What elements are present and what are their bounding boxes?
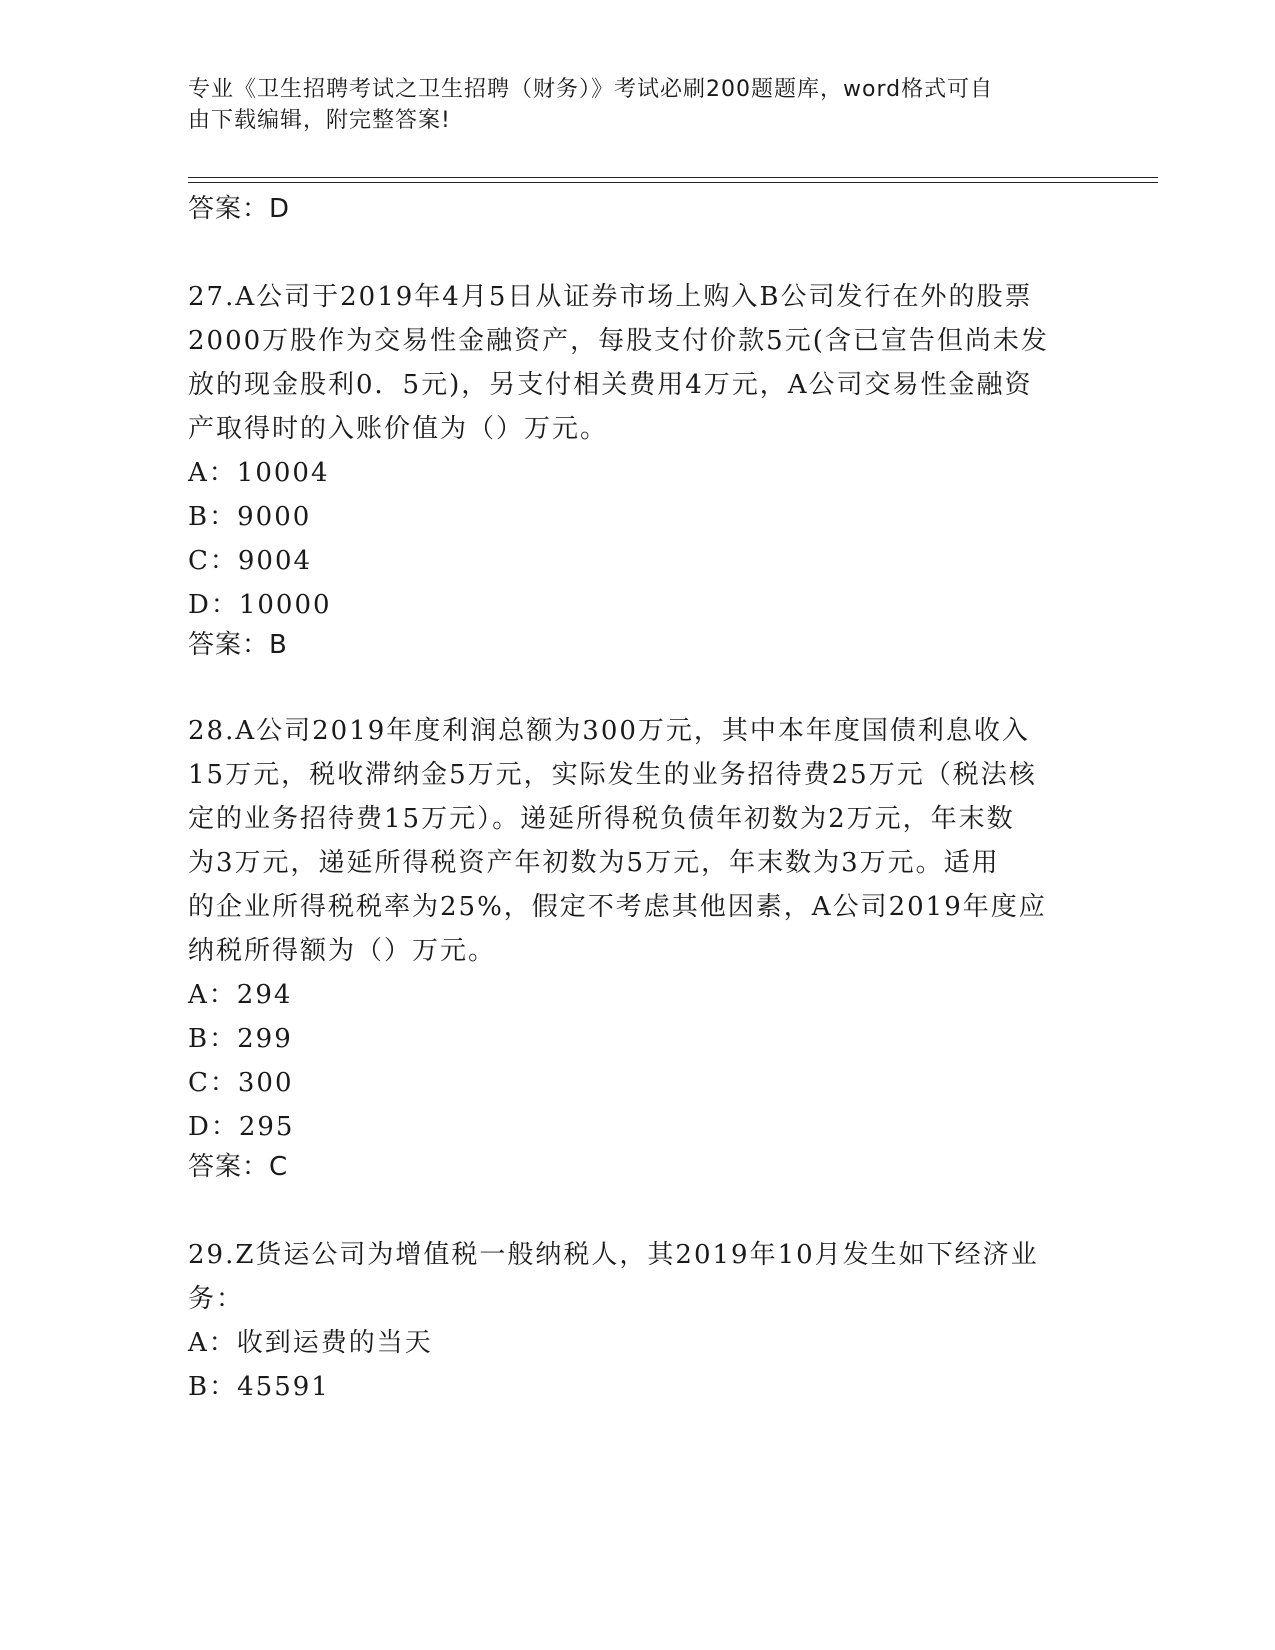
question-28-option-a: A：294 bbox=[188, 980, 293, 1010]
header-line-1: 专业《卫生招聘考试之卫生招聘（财务）》考试必刷200题题库，word格式可自 bbox=[188, 77, 994, 102]
question-29-option-b: B：45591 bbox=[188, 1372, 330, 1402]
question-29-line-2: 务： bbox=[188, 1284, 245, 1314]
question-27-answer: 答案：B bbox=[188, 630, 288, 660]
header-divider-bottom bbox=[188, 182, 1158, 183]
question-28-option-c: C：300 bbox=[188, 1068, 294, 1098]
question-27-line-2: 2000万股作为交易性金融资产，每股支付价款5元(含已宣告但尚未发 bbox=[188, 326, 1049, 356]
question-28-line-3: 定的业务招待费15万元）。递延所得税负债年初数为2万元，年末数 bbox=[188, 804, 1015, 834]
header-line-2: 由下载编辑，附完整答案! bbox=[188, 108, 451, 133]
question-27-option-b: B：9000 bbox=[188, 502, 312, 532]
question-27-line-1: 27.A公司于2019年4月5日从证券市场上购入B公司发行在外的股票 bbox=[188, 282, 1033, 312]
question-28-line-6: 纳税所得额为（）万元。 bbox=[188, 936, 497, 966]
question-28-line-5: 的企业所得税税率为25%，假定不考虑其他因素，A公司2019年度应 bbox=[188, 892, 1047, 922]
question-28-answer: 答案：C bbox=[188, 1152, 289, 1182]
question-29-option-a: A：收到运费的当天 bbox=[188, 1328, 433, 1358]
document-header bbox=[188, 74, 1068, 136]
question-29-line-1: 29.Z货运公司为增值税一般纳税人，其2019年10月发生如下经济业 bbox=[188, 1240, 1039, 1270]
question-28-option-b: B：299 bbox=[188, 1024, 293, 1054]
question-27-line-3: 放的现金股利0．5元)，另支付相关费用4万元，A公司交易性金融资 bbox=[188, 370, 1033, 400]
header-divider-top bbox=[188, 177, 1158, 178]
question-28-option-d: D：295 bbox=[188, 1112, 295, 1142]
question-27-option-a: A：10004 bbox=[188, 458, 330, 488]
question-27-line-4: 产取得时的入账价值为（）万元。 bbox=[188, 414, 609, 444]
previous-answer: 答案：D bbox=[188, 194, 291, 224]
question-28-line-4: 为3万元，递延所得税资产年初数为5万元，年末数为3万元。适用 bbox=[188, 848, 1000, 878]
question-28-line-1: 28.A公司2019年度利润总额为300万元，其中本年度国债利息收入 bbox=[188, 716, 1030, 746]
question-27-option-c: C：9004 bbox=[188, 546, 313, 576]
question-27-option-d: D：10000 bbox=[188, 590, 332, 620]
question-28-line-2: 15万元，税收滞纳金5万元，实际发生的业务招待费25万元（税法核 bbox=[188, 760, 1037, 790]
